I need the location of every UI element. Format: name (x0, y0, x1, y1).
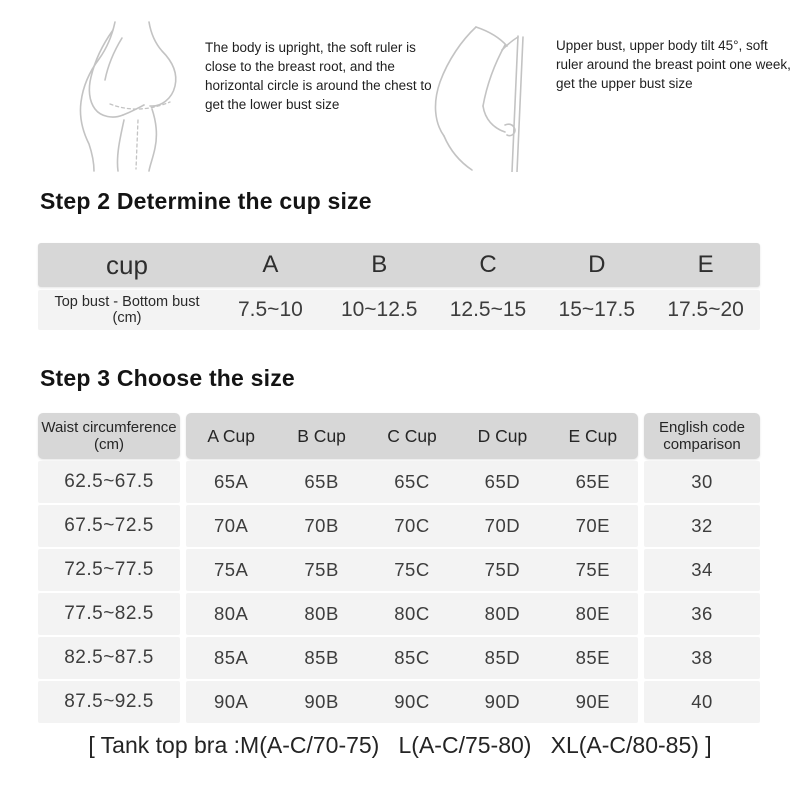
size-cell: 80C (394, 603, 430, 624)
cup-header-a: A (262, 251, 279, 278)
step2-title: Step 2 Determine the cup size (40, 188, 372, 214)
bust-diff-a: 7.5~10 (237, 298, 303, 321)
english-code-cell: 32 (644, 505, 760, 547)
step3-title: Step 3 Choose the size (40, 365, 295, 391)
size-cell: 65A (213, 471, 249, 492)
size-cell: 85E (575, 647, 610, 668)
size-cell: 70E (575, 515, 610, 536)
waist-range-cell: 62.5~67.5 (38, 461, 180, 503)
size-row (38, 681, 760, 723)
size-row (38, 593, 760, 635)
size-cell: 90C (394, 691, 430, 712)
c-cup-header: C Cup (387, 425, 437, 446)
size-cell: 85C (394, 647, 430, 668)
cup-header-label: cup (106, 249, 148, 280)
size-cell: 90E (575, 691, 610, 712)
size-cell: 85A (213, 647, 249, 668)
bust-diff-label: Top bust - Bottom bust (cm) (54, 294, 200, 326)
size-cell: 70D (484, 515, 521, 536)
size-row (38, 637, 760, 679)
cup-header-d: D (588, 251, 606, 278)
english-code-cell: 40 (644, 681, 760, 723)
lower-bust-instruction: The body is upright, the soft ruler is close to the breast root, and the horizontal circle is around the chest to get the lower bust size (205, 40, 432, 112)
waist-range-cell: 72.5~77.5 (38, 549, 180, 591)
cup-table-row (38, 290, 760, 330)
cup-size-cells (186, 637, 638, 679)
b-cup-header: B Cup (297, 425, 346, 446)
size-cell: 65C (394, 471, 430, 492)
size-cell: 90D (484, 691, 521, 712)
english-code-cell: 38 (644, 637, 760, 679)
size-cell: 80B (304, 603, 339, 624)
english-code-cell: 30 (644, 461, 760, 503)
size-cell: 75A (213, 559, 249, 580)
waist-range-cell: 87.5~92.5 (38, 681, 180, 723)
size-cell: 70C (394, 515, 430, 536)
cup-header-b: B (371, 251, 388, 278)
bust-diff-b: 10~12.5 (340, 298, 418, 321)
d-cup-header: D Cup (477, 425, 528, 446)
cup-header-e: E (697, 251, 714, 278)
english-code-header: English code comparison (644, 413, 760, 459)
size-cell: 75E (575, 559, 610, 580)
size-cell: 90A (213, 691, 249, 712)
size-row (38, 461, 760, 503)
size-cell: 70A (213, 515, 249, 536)
size-chart-header (38, 413, 760, 459)
size-row (38, 549, 760, 591)
waist-header: Waist circumference (cm) (38, 413, 180, 459)
waist-range-cell: 82.5~87.5 (38, 637, 180, 679)
waist-range-cell: 67.5~72.5 (38, 505, 180, 547)
size-cell: 90B (304, 691, 339, 712)
english-code-cell: 34 (644, 549, 760, 591)
upper-bust-measurement-illustration (418, 24, 560, 172)
size-cell: 65D (484, 471, 521, 492)
size-cell: 80D (484, 603, 521, 624)
size-cell: 85D (484, 647, 521, 668)
cup-size-cells (186, 505, 638, 547)
cup-size-cells (186, 461, 638, 503)
english-code-cell: 36 (644, 593, 760, 635)
tank-top-bra-note: [ Tank top bra :M(A-C/70-75) L(A-C/75-80) XL(A-C/80-85) ] (88, 732, 712, 758)
size-cell: 70B (304, 515, 339, 536)
cup-size-table (38, 243, 760, 330)
bust-diff-d: 15~17.5 (558, 298, 636, 321)
size-cell: 80E (575, 603, 610, 624)
bust-diff-c: 12.5~15 (449, 298, 527, 321)
cup-column-headers (186, 413, 638, 459)
size-cell: 75C (394, 559, 430, 580)
lower-bust-measurement-illustration (52, 20, 207, 172)
size-row (38, 505, 760, 547)
cup-size-cells (186, 593, 638, 635)
size-cell: 75D (484, 559, 521, 580)
bust-diff-e: 17.5~20 (667, 298, 744, 321)
size-cell: 65E (575, 471, 610, 492)
waist-range-cell: 77.5~82.5 (38, 593, 180, 635)
size-cell: 75B (304, 559, 339, 580)
size-cell: 85B (304, 647, 339, 668)
cup-table-header (38, 243, 760, 287)
upper-bust-instruction: Upper bust, upper body tilt 45°, soft ruler around the breast point one week, get the upper bust size (556, 38, 791, 91)
cup-header-c: C (479, 251, 497, 278)
size-chart-table (38, 413, 760, 723)
e-cup-header: E Cup (568, 425, 618, 446)
size-cell: 80A (213, 603, 249, 624)
cup-size-cells (186, 681, 638, 723)
cup-size-cells (186, 549, 638, 591)
size-cell: 65B (304, 471, 339, 492)
a-cup-header: A Cup (207, 425, 256, 446)
